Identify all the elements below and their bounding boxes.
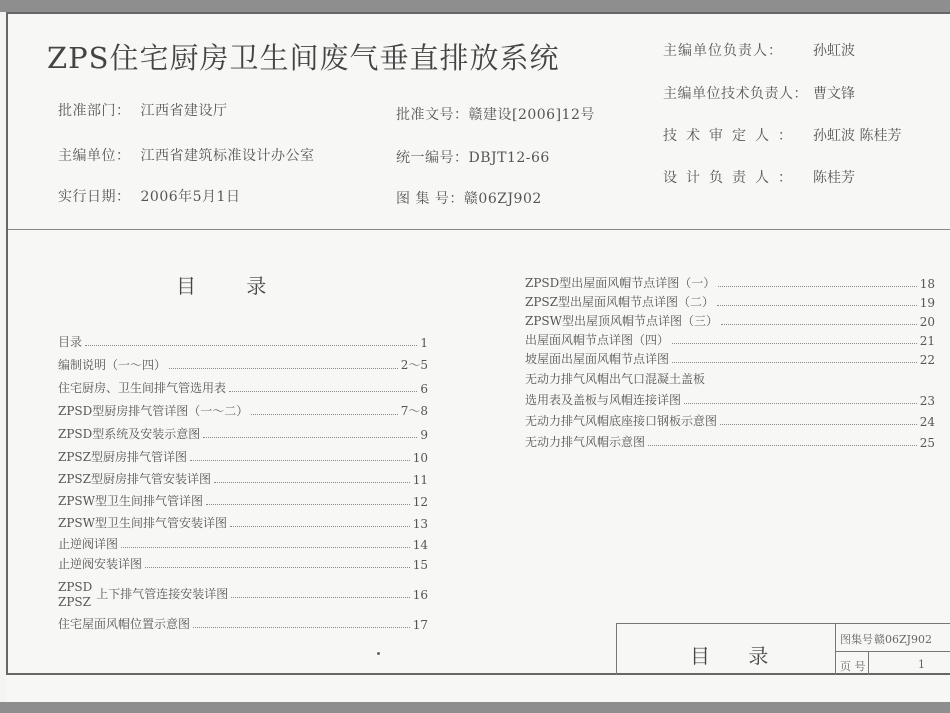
toc-leader: [206, 504, 410, 505]
top-scan-border: [0, 0, 950, 12]
toc-entry: [525, 273, 935, 291]
toc-entry: [58, 355, 428, 373]
toc-entry: [525, 390, 935, 408]
toc-leader: [718, 286, 916, 287]
toc-entry-continued: [525, 369, 935, 387]
atlas-no-value: 赣06ZJ902: [463, 191, 542, 207]
toc-entry-title: 无动力排气风帽示意图: [525, 435, 646, 449]
toc-entry-title: ZPSZ型厨房排气管安装详图: [58, 472, 211, 486]
toc-leader: [203, 437, 417, 438]
atlas-no-row: [396, 188, 542, 208]
toc-leader: [145, 567, 410, 568]
toc-leader: [230, 526, 410, 527]
toc-entry-page: 20: [919, 315, 935, 329]
toc-entry-title: ZPSD型系统及安装示意图: [58, 427, 201, 441]
title-block-page-label: 页 号: [840, 660, 866, 673]
title-block-left-line: [616, 623, 617, 675]
toc-leader: [684, 403, 917, 404]
frame-line-bottom: [6, 673, 950, 675]
toc-entry-page: 1: [420, 336, 428, 350]
toc-leader: [717, 305, 917, 306]
toc-entry: [58, 578, 428, 610]
unified-no-label: 统一编号：: [396, 150, 469, 166]
toc-entry-title: ZPSD型厨房排气管详图（一～二）: [58, 404, 249, 418]
toc-entry-page: 21: [919, 334, 935, 348]
effective-date-label: 实行日期：: [58, 189, 131, 205]
frame-line-left: [6, 12, 8, 674]
toc-entry: [58, 332, 428, 350]
toc-leader: [721, 324, 917, 325]
toc-entry: [58, 554, 428, 572]
header-divider: [8, 229, 950, 230]
toc-entry-page: 24: [919, 415, 935, 429]
toc-entry: [58, 491, 428, 509]
toc-entry-title: 止逆阀详图: [58, 537, 119, 551]
toc-entry-title: 编制说明（一～四）: [58, 358, 167, 372]
toc-entry-page: 6: [420, 382, 428, 396]
toc-entry: [58, 469, 428, 487]
approval-dept-label: 批准部门：: [58, 103, 131, 119]
title-block-top-line: [616, 623, 950, 624]
title-block-row-line: [835, 651, 950, 652]
toc-entry-page: 2～5: [400, 358, 428, 372]
toc-entry: [58, 378, 428, 396]
toc-leader: [648, 445, 917, 446]
unified-no-row: [396, 147, 550, 167]
toc-leader: [85, 345, 417, 346]
toc-entry-title: ZPSZ型出屋面风帽节点详图（二）: [525, 295, 714, 309]
toc-entry: [525, 432, 935, 450]
toc-leader: [169, 368, 398, 369]
toc-entry-page: 18: [919, 277, 935, 291]
toc-entry: [525, 292, 935, 310]
toc-entry: [525, 411, 935, 429]
toc-leader: [193, 627, 410, 628]
toc-entry: [58, 447, 428, 465]
approval-dept-row: [58, 100, 228, 120]
title-block-title: 目 录: [690, 644, 785, 668]
toc-entry-page: 15: [412, 558, 428, 572]
unified-no-value: DBJT12-66: [468, 150, 550, 166]
toc-entry: [525, 311, 935, 329]
approval-doc-label: 批准文号：: [396, 107, 469, 123]
toc-entry: [525, 349, 935, 367]
approval-dept-value: 江西省建设厅: [140, 103, 228, 119]
toc-leader: [229, 391, 417, 392]
title-block-divider: [835, 623, 836, 675]
toc-entry-title: ZPSD型出屋面风帽节点详图（一）: [525, 276, 716, 290]
toc-entry-title: 目录: [58, 335, 83, 349]
toc-entry-title: 选用表及盖板与风帽连接详图: [525, 393, 682, 407]
toc-entry-type-top: ZPSD: [58, 580, 93, 594]
editor-unit-label: 主编单位：: [58, 148, 131, 164]
toc-entry-page: 12: [412, 495, 428, 509]
toc-leader: [672, 343, 917, 344]
toc-entry-title: ZPSW型卫生间排气管安装详图: [58, 516, 227, 530]
toc-entry-page: 7～8: [400, 404, 428, 418]
toc-entry-title: 住宅厨房、卫生间排气管选用表: [58, 381, 227, 395]
toc-entry-title: ZPSZ型厨房排气管详图: [58, 450, 187, 464]
effective-date-value: 2006年5月1日: [140, 189, 241, 205]
personnel-name-tech-chief: 曹文锋: [813, 86, 855, 102]
title-block-cell-line: [868, 651, 869, 675]
personnel-name-chief: 孙虹波: [813, 43, 855, 59]
toc-entry-page: 11: [412, 473, 428, 487]
editor-unit-row: [58, 145, 315, 165]
toc-leader: [121, 547, 410, 548]
toc-entry: [58, 424, 428, 442]
atlas-no-label: 图 集 号：: [396, 191, 464, 207]
stray-mark: [377, 652, 380, 655]
personnel-role-designer: 设计负责人：: [663, 170, 801, 186]
toc-entry-title: ZPSW型卫生间排气管详图: [58, 494, 203, 508]
toc-entry-type-bottom: ZPSZ: [58, 595, 91, 609]
toc-entry: [58, 401, 428, 419]
toc-entry-title: ZPSW型出屋顶风帽节点详图（三）: [525, 314, 718, 328]
title-block-atlas-label: 图集号: [840, 633, 873, 646]
toc-entry-page: 9: [420, 428, 428, 442]
toc-leader: [672, 362, 917, 363]
document-title: ZPS住宅厨房卫生间废气垂直排放系统: [47, 41, 560, 75]
toc-entry-title: 住宅屋面风帽位置示意图: [58, 617, 191, 631]
toc-leader: [720, 424, 917, 425]
toc-leader: [251, 414, 397, 415]
toc-entry: [58, 614, 428, 632]
approval-doc-value: 赣建设[2006]12号: [468, 107, 595, 123]
personnel-role-chief: 主编单位负责人：: [663, 43, 783, 59]
title-block-atlas-value: 赣06ZJ902: [874, 633, 933, 646]
toc-leader: [214, 482, 410, 483]
toc-entry-page: 25: [919, 436, 935, 450]
toc-entry: [58, 534, 428, 552]
toc-entry-page: 23: [919, 394, 935, 408]
toc-entry: [525, 330, 935, 348]
toc-entry-title: 无动力排气风帽出气口混凝土盖板: [525, 372, 706, 386]
toc-entry-title: 出屋面风帽节点详图（四）: [525, 333, 670, 347]
toc-heading: 目 录: [176, 274, 289, 298]
personnel-name-designer: 陈桂芳: [813, 170, 855, 186]
toc-entry-page: 22: [919, 353, 935, 367]
toc-entry-type-stack: [58, 580, 92, 610]
editor-unit-value: 江西省建筑标准设计办公室: [140, 148, 315, 164]
bottom-scan-border: [0, 702, 950, 713]
toc-entry-page: 13: [412, 517, 428, 531]
toc-entry-page: 14: [412, 538, 428, 552]
effective-date-row: [58, 186, 240, 206]
personnel-role-tech-chief: 主编单位技术负责人：: [663, 86, 808, 102]
toc-entry-page: 19: [919, 296, 935, 310]
title-block-page-value: 1: [918, 658, 925, 671]
toc-leader: [190, 460, 410, 461]
toc-leader: [231, 597, 409, 598]
personnel-name-reviewer: 孙虹波 陈桂芳: [813, 128, 902, 144]
frame-line-top: [6, 12, 950, 14]
toc-entry-title: 上下排气管连接安装详图: [96, 587, 229, 601]
personnel-role-reviewer: 技术审定人：: [663, 128, 801, 144]
toc-entry-title: 坡屋面出屋面风帽节点详图: [525, 352, 670, 366]
toc-entry: [58, 513, 428, 531]
toc-entry-page: 16: [412, 588, 428, 602]
toc-entry-page: 17: [412, 618, 428, 632]
toc-entry-title: 止逆阀安装详图: [58, 557, 143, 571]
approval-doc-row: [396, 104, 595, 124]
toc-entry-page: 10: [412, 451, 428, 465]
toc-entry-title: 无动力排气风帽底座接口钢板示意图: [525, 414, 718, 428]
